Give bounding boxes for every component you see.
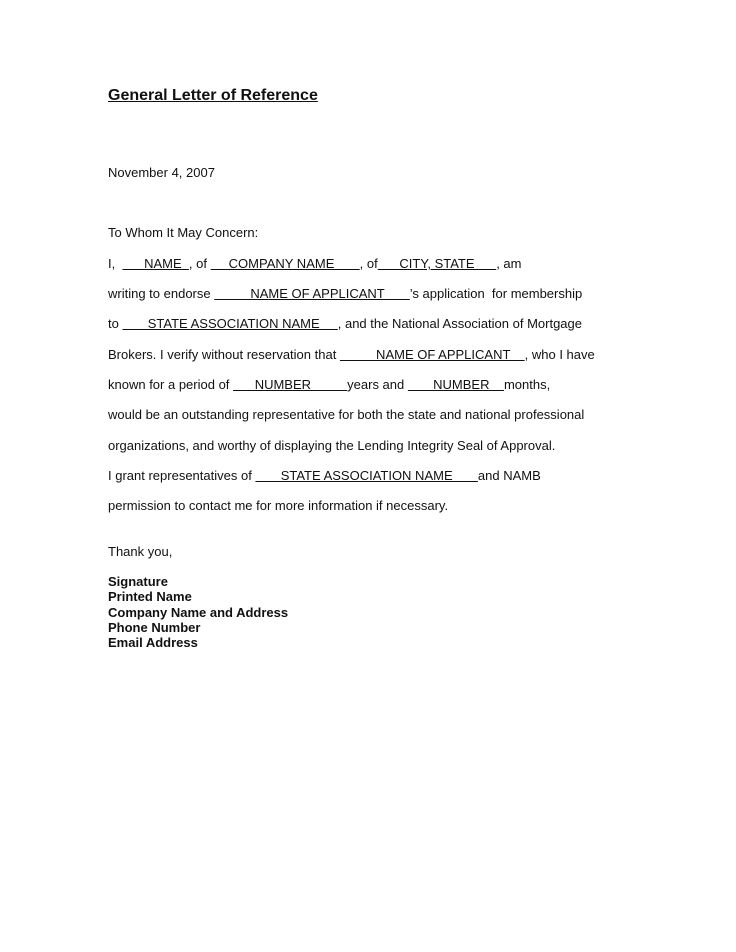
- body-text: known for a period of: [108, 377, 234, 392]
- blank-state-association: STATE ASSOCIATION NAME: [255, 468, 478, 483]
- email-address-label: Email Address: [108, 635, 198, 651]
- body-text: , who I have: [524, 347, 595, 362]
- body-line-9: permission to contact me for more information if necessary.: [108, 498, 449, 513]
- body-line-5: [108, 377, 550, 393]
- body-line-8: [108, 468, 541, 484]
- body-line-7: organizations, and worthy of displaying the Lending Integrity Seal of Approval.: [108, 438, 556, 453]
- blank-applicant-name: NAME OF APPLICANT: [339, 347, 525, 362]
- body-text: I,: [108, 256, 123, 271]
- blank-city-state: CITY, STATE: [377, 256, 497, 271]
- body-text: I grant representatives of: [108, 468, 256, 483]
- closing: Thank you,: [108, 544, 173, 559]
- body-text: ’s application for membership: [409, 286, 583, 301]
- blank-applicant-name: NAME OF APPLICANT: [214, 286, 410, 301]
- letter-title: General Letter of Reference: [108, 87, 318, 104]
- blank-company-name: COMPANY NAME: [210, 256, 360, 271]
- body-line-1: [108, 256, 522, 272]
- body-text: , of: [188, 256, 211, 271]
- signature-label: Signature: [108, 574, 168, 589]
- letter-date: November 4, 2007: [108, 165, 215, 180]
- body-text: , of: [359, 256, 378, 271]
- blank-state-association: STATE ASSOCIATION NAME: [122, 316, 338, 331]
- body-text: to: [108, 316, 123, 331]
- blank-number-months: NUMBER: [407, 377, 504, 392]
- letter-salutation: To Whom It May Concern:: [108, 225, 259, 240]
- body-text: months,: [503, 377, 551, 392]
- body-text: , am: [496, 256, 522, 271]
- body-line-3: [108, 316, 582, 332]
- phone-number-label: Phone Number: [108, 619, 201, 635]
- body-text: years and: [347, 377, 408, 392]
- body-text: and NAMB: [477, 468, 541, 483]
- body-line-4: [108, 347, 595, 363]
- printed-name-label: Printed Name: [108, 589, 192, 605]
- company-address-label: Company Name and Address: [108, 604, 289, 620]
- body-line-2: [108, 286, 582, 302]
- blank-number-years: NUMBER: [233, 377, 348, 392]
- body-text: writing to endorse: [108, 286, 215, 301]
- blank-name: NAME: [122, 256, 189, 271]
- body-text: Brokers. I verify without reservation that: [108, 347, 340, 362]
- body-text: , and the National Association of Mortgage: [337, 316, 582, 331]
- body-line-6: would be an outstanding representative for both the state and national professional: [108, 407, 585, 422]
- signature-block: [108, 574, 288, 650]
